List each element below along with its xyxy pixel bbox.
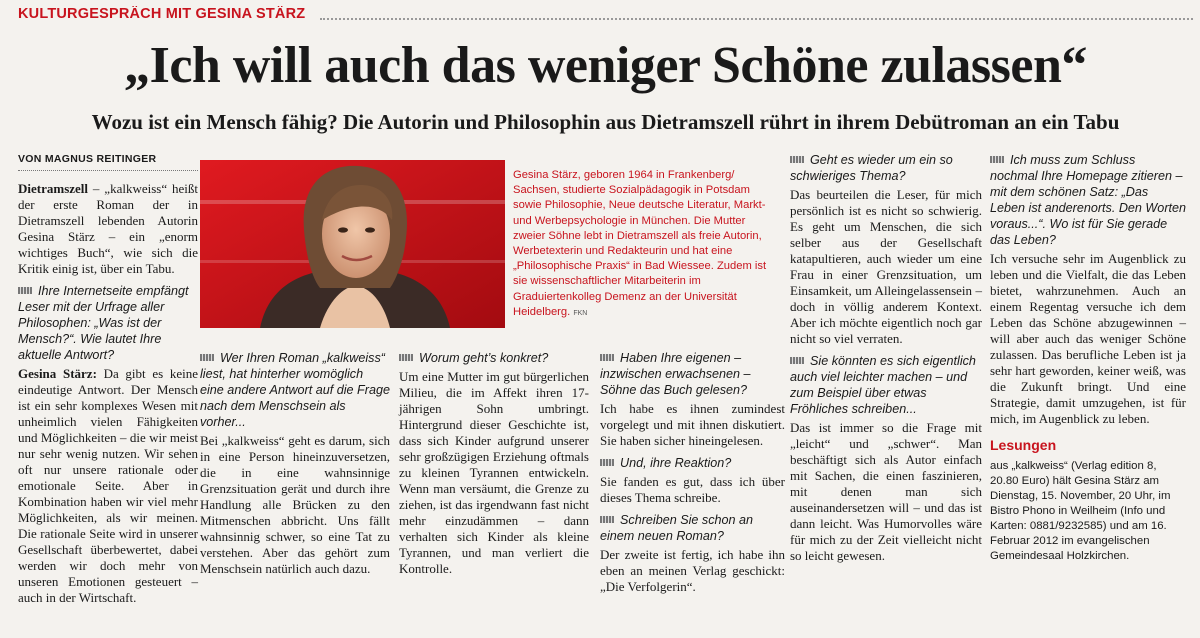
answer-7: Das beurteilen die Leser, für mich persönlich ist es nicht so schwierig. Es geht um Menschen, die sich selber aus der Gesellschaft katapultieren, auch wieder um eine Frau in einer Grenzsituation, um Einsamkeit, um Alleingelassensein – doch in völlig anderem Kontext. Aber ich möchte eigentlich noch gar nicht so viel verraten. — [790, 187, 982, 346]
question-9 — [990, 152, 1186, 248]
events-box-title: Lesungen — [990, 437, 1057, 453]
portrait-image — [200, 160, 505, 328]
question-3-text: Worum geht’s konkret? — [419, 351, 549, 365]
question-6-text: Schreiben Sie schon an einem neuen Roman? — [600, 513, 754, 543]
column-3 — [399, 350, 589, 577]
question-7 — [790, 152, 982, 184]
author-photo — [200, 160, 505, 328]
question-9-text: Ich muss zum Schluss nochmal Ihre Homepage zitieren – mit dem schönen Satz: „Das Leben ist anderenorts. Den Worten voraus...“. Wo ist für Sie gerade das Leben? — [990, 153, 1187, 247]
question-marker-icon — [600, 459, 614, 466]
question-2-text: Wer Ihren Roman „kalkweiss“ liest, hat hinterher womöglich eine andere Antwort auf die Frage nach dem Menschsein als vorher... — [200, 351, 390, 429]
column-4 — [600, 350, 785, 595]
question-marker-icon — [600, 354, 614, 361]
column-2 — [200, 350, 390, 577]
answer-6: Der zweite ist fertig, ich habe ihn eben an meinen Verlag geschickt: „Die Verfolgerin“. — [600, 547, 785, 594]
headline: „Ich will auch das weniger Schöne zulassen“ — [124, 37, 1087, 94]
question-marker-icon — [990, 156, 1004, 163]
column-6 — [990, 152, 1186, 564]
kicker-text: KULTURGESPRÄCH MIT GESINA STÄRZ — [18, 6, 306, 22]
answer-9: Ich versuche sehr im Augenblick zu leben und die Vielfalt, die das Leben bietet, wahrzunehmen. Auch an einem Regentag versuche ich dem Leben das Schöne abzugewinnen – will aber auch das weniger Schöne zulassen. Das berufliche Leben ist ja sehr hart geworden, keiner weiß, was die Zukunft bringt. Und eine Strategie, damit umzugehen, ist für mich, im Augenblick zu leben. — [990, 251, 1186, 426]
photo-caption — [513, 168, 778, 321]
kicker — [18, 6, 1193, 26]
question-marker-icon — [790, 156, 804, 163]
answer-8: Das ist immer so die Frage mit „leicht“ und „schwer“. Man beschäftigt sich als Autor einfach mit Sachen, die einen faszinieren, mit denen man sich auseinandersetzen will – und das ist dann leicht. Was Humorvolles wäre für mich zu der Zeit vielleicht nicht so leicht gewesen. — [790, 420, 982, 563]
intro-text: – „kalkweiss“ heißt der erste Roman der in Dietramszell lebenden Autorin Gesina Stärz – ein „enorm wichtiges Buch“, wie sich die Kritik einig ist, über ein Tabu. — [18, 181, 198, 276]
question-3 — [399, 350, 589, 366]
column-1 — [18, 181, 198, 606]
answer-2: Bei „kalkweiss“ geht es darum, sich in eine Person hineinzuversetzen, die in eine wahnsinnige Grenzsituation gerät und durch ihre Handlung alle Brücken zu den Mitmenschen abbricht. Uns fällt wahnsinnig schwer, so eine Tat zu verstehen. Aber das gehört zum Menschsein natürlich auch dazu. — [200, 433, 390, 576]
question-5 — [600, 455, 785, 471]
caption-text: Gesina Stärz, geboren 1964 in Frankenberg/ Sachsen, studierte Sozialpädagogik in Potsdam sowie Philosophie, Neue deutsche Literatur, Markt- und Werbepsychologie in München. Die Mutter zweier Söhne lebt in Dietramszell als freie Autorin, Werbetexterin und Redakteurin und hat eine „Philosophische Praxis“ in Bad Wiessee. Zudem ist sie wissenschaftlicher Mitarbeiterin im Graduiertenkolleg Demenz an der Universität Heidelberg. — [513, 169, 767, 318]
question-7-text: Geht es wieder um ein so schwieriges Thema? — [790, 153, 953, 183]
events-box-text: aus „kalkweiss“ (Verlag edition 8, 20.80 Euro) hält Gesina Stärz am Dienstag, 15. November, 20 Uhr, im Bistro Phono in Weilheim (Info und Karten: 0881/9232585) und am 16. Februar 2012 im evangelischen Gemeindesaal Holzkirchen. — [990, 460, 1171, 562]
question-1-text: Ihre Internetseite empfängt Leser mit der Urfrage aller Philosophen: „Was ist der Mensch?“. Wie lautet Ihre aktuelle Antwort? — [18, 284, 189, 362]
question-4 — [600, 350, 785, 398]
question-1 — [18, 283, 198, 363]
question-marker-icon — [200, 354, 214, 361]
answer-3: Um eine Mutter im gut bürgerlichen Milieu, die im Affekt ihren 17-jährigen Sohn umbringt. Hintergrund dieser Geschichte ist, dass sich Kinder aufgrund unserer sehr großzügigen Erziehung oftmals zu kleinen Tyrannen entwickeln. Wenn man versäumt, die Grenze zu ziehen, ist das irgendwann fast nicht mehr einzudämmen – dann verhalten sich Kinder als kleine Tyrannen, und man verliert die Kontrolle. — [399, 369, 589, 576]
question-2 — [200, 350, 390, 430]
column-5 — [790, 152, 982, 564]
intro-paragraph — [18, 181, 198, 277]
answer-4: Ich habe es ihnen zumindest vorgelegt und mit ihnen diskutiert. Sie haben sicher hineingelesen. — [600, 401, 785, 448]
question-5-text: Und, ihre Reaktion? — [620, 456, 732, 470]
question-4-text: Haben Ihre eigenen – inzwischen erwachsenen – Söhne das Buch gelesen? — [600, 351, 751, 397]
byline: VON MAGNUS REITINGER — [18, 153, 198, 171]
question-8 — [790, 353, 982, 417]
question-marker-icon — [399, 354, 413, 361]
question-6 — [600, 512, 785, 544]
question-marker-icon — [600, 516, 614, 523]
subheadline: Wozu ist ein Mensch fähig? Die Autorin und Philosophin aus Dietramszell rührt in ihrem Debütroman an ein Tabu — [91, 110, 1120, 134]
photo-credit: FKN — [573, 309, 588, 317]
answer-1-text: Da gibt es keine eindeutige Antwort. Der Mensch ist ein sehr komplexes Wesen mit unheimlich vielen Fähigkeiten und Möglichkeiten – die wir meist nur sehr wenig nutzen. Wir sehen oft nur unsere rationale oder emotionale Seite. Aber in Kombination haben wir viel mehr Möglichkeiten, als wir meinen. Die rationale Seite wird in unserer Gesellschaft überbewertet, dabei werden wir doch mehr von unseren Emotionen gesteuert – auch in der Wirtschaft. — [18, 366, 198, 605]
answer-1 — [18, 366, 198, 606]
question-marker-icon — [790, 357, 804, 364]
answer-5: Sie fanden es gut, dass ich über dieses Thema schreibe. — [600, 474, 785, 505]
speaker-label: Gesina Stärz: — [18, 366, 97, 381]
question-8-text: Sie könnten es sich eigentlich auch viel leichter machen – und zum Beispiel über etwas Fröhliches schreiben... — [790, 354, 976, 416]
question-marker-icon — [18, 287, 32, 294]
dateline: Dietramszell — [18, 181, 89, 196]
